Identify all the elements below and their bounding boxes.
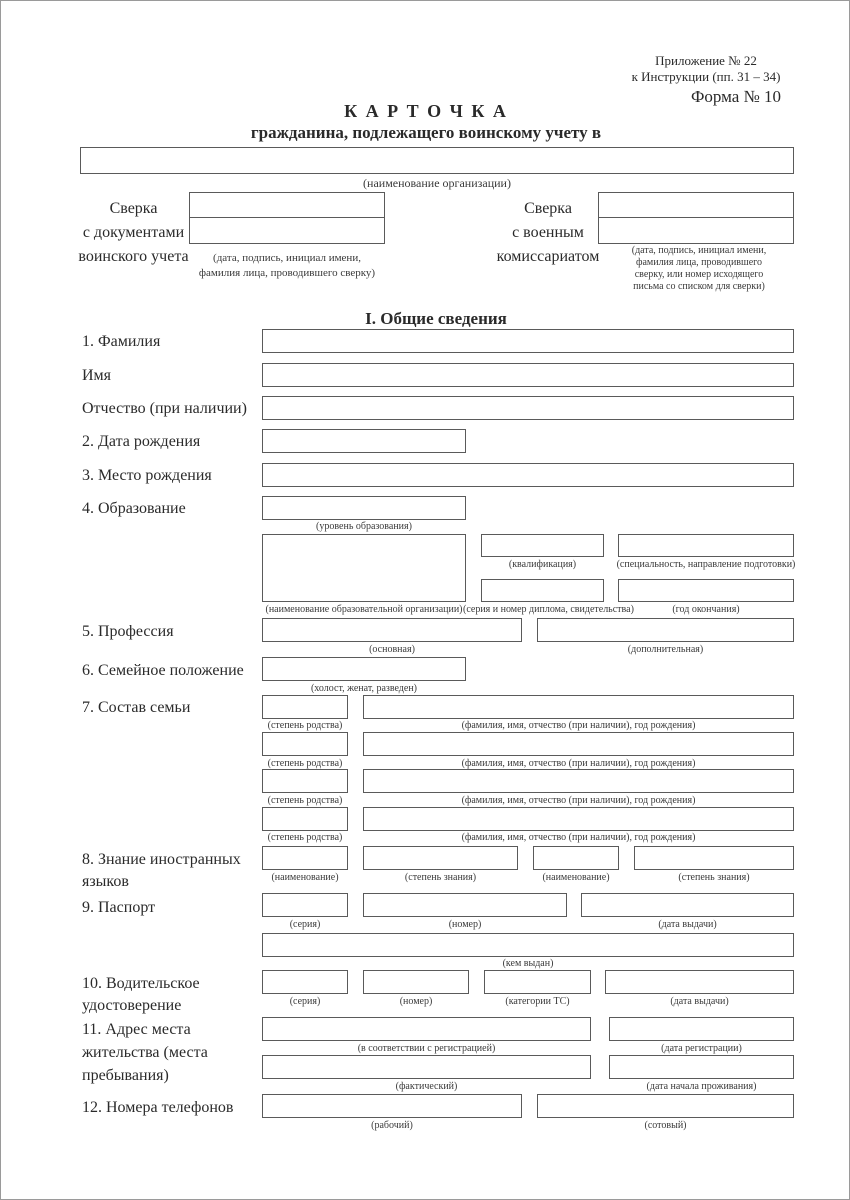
diploma-caption: (серия и номер диплома, свидетельства) [463,604,634,615]
specialty-field[interactable] [618,534,794,557]
marital-status-label: 6. Семейное положение [82,662,244,679]
family-relation-caption: (степень родства) [267,758,343,769]
language-name-caption: (наименование) [542,872,610,883]
marital-status-caption: (холост, женат, разведен) [310,683,418,694]
label-line: комиссариатом [496,248,600,265]
language-name-caption: (наименование) [271,872,339,883]
license-label-line2: удостоверение [82,997,182,1014]
license-series-caption: (серия) [289,996,321,1007]
license-number-field[interactable] [363,970,469,994]
family-relation-field-2[interactable] [262,732,348,756]
marital-status-field[interactable] [262,657,466,681]
patronymic-field[interactable] [262,396,794,420]
caption-line: (дата, подпись, инициал имени, [213,252,361,264]
specialty-caption: (специальность, направление подготовки) [616,559,796,570]
languages-label-line1: 8. Знание иностранных [82,851,241,868]
birth-place-field[interactable] [262,463,794,487]
passport-issued-by-caption: (кем выдан) [502,958,554,969]
caption-line: (дата, подпись, инициал имени, [631,245,767,256]
profession-main-caption: (основная) [369,644,415,655]
passport-label: 9. Паспорт [82,899,156,916]
qualification-caption: (квалификация) [508,559,577,570]
surname-label: 1. Фамилия [82,333,161,350]
education-label: 4. Образование [82,500,186,517]
reconciliation-commissariat-label [489,197,607,269]
reconciliation-docs-label [76,197,191,269]
family-person-field-1[interactable] [363,695,794,719]
card-title: К А Р Т О Ч К А [344,101,508,121]
mobile-phone-caption: (сотовый) [644,1120,687,1131]
language-level-field-1[interactable] [363,846,518,870]
profession-main-field[interactable] [262,618,522,642]
appendix-label: Приложение № 22 [655,53,757,68]
address-actual-field[interactable] [262,1055,591,1079]
reconciliation-docs-caption [189,251,385,281]
passport-number-caption: (номер) [448,919,482,930]
address-registered-caption: (в соответствии с регистрацией) [357,1043,496,1054]
profession-label: 5. Профессия [82,623,174,640]
family-relation-field-3[interactable] [262,769,348,793]
language-level-caption: (степень знания) [404,872,477,883]
passport-issue-date-field[interactable] [581,893,794,917]
work-phone-caption: (рабочий) [371,1120,413,1131]
language-level-field-2[interactable] [634,846,794,870]
family-relation-field-4[interactable] [262,807,348,831]
license-categories-field[interactable] [484,970,591,994]
profession-additional-field[interactable] [537,618,794,642]
work-phone-field[interactable] [262,1094,522,1118]
instruction-label: к Инструкции (пп. 31 – 34) [631,69,781,84]
education-level-field[interactable] [262,496,466,520]
address-label-line2: жительства (места [82,1044,208,1061]
education-level-caption: (уровень образования) [316,521,412,532]
qualification-field[interactable] [481,534,604,557]
address-label-line1: 11. Адрес места [82,1021,191,1038]
label-line: с документами [82,224,185,241]
birth-date-field[interactable] [262,429,466,453]
family-relation-caption: (степень родства) [267,795,343,806]
birth-date-label: 2. Дата рождения [82,433,201,450]
graduation-year-field[interactable] [618,579,794,602]
family-person-caption: (фамилия, имя, отчество (при наличии), год рождения) [461,832,696,843]
form-number: Форма № 10 [690,87,782,106]
label-line: Сверка [109,200,158,217]
passport-number-field[interactable] [363,893,567,917]
family-person-field-4[interactable] [363,807,794,831]
address-label-line3: пребывания) [82,1067,169,1084]
language-name-field-2[interactable] [533,846,619,870]
patronymic-label: Отчество (при наличии) [82,400,247,417]
surname-field[interactable] [262,329,794,353]
label-line: воинского учета [78,248,189,265]
license-categories-caption: (категории ТС) [505,996,570,1007]
label-line: Сверка [524,200,572,217]
family-relation-caption: (степень родства) [267,720,343,731]
institution-caption: (наименование образовательной организации) [265,604,463,615]
reconciliation-docs-field-2[interactable] [189,217,385,244]
organization-caption: (наименование организации) [363,176,511,190]
passport-issued-by-field[interactable] [262,933,794,957]
address-actual-caption: (фактический) [395,1081,458,1092]
registration-date-caption: (дата регистрации) [661,1043,742,1054]
mobile-phone-field[interactable] [537,1094,794,1118]
residence-start-date-caption: (дата начала проживания) [646,1081,757,1092]
license-series-field[interactable] [262,970,348,994]
license-number-caption: (номер) [399,996,433,1007]
graduation-year-caption: (год окончания) [672,604,740,615]
section-general-title: I. Общие сведения [365,309,507,328]
card-subtitle: гражданина, подлежащего воинскому учету в [250,123,602,142]
caption-line: фамилия лица, проводившего сверку) [198,267,376,279]
license-label-line1: 10. Водительское [82,975,200,992]
diploma-field[interactable] [481,579,604,602]
name-field[interactable] [262,363,794,387]
passport-series-field[interactable] [262,893,348,917]
caption-line: письма со списком для сверки) [633,281,765,292]
registration-date-field[interactable] [609,1017,794,1041]
license-issue-date-field[interactable] [605,970,794,994]
reconciliation-docs-field-1[interactable] [189,192,385,219]
languages-label-line2: языков [82,873,129,890]
caption-line: фамилия лица, проводившего [635,257,763,268]
family-person-field-2[interactable] [363,732,794,756]
language-level-caption: (степень знания) [678,872,750,883]
name-label: Имя [82,367,112,384]
birth-place-label: 3. Место рождения [82,467,212,484]
family-label: 7. Состав семьи [82,699,191,716]
profession-additional-caption: (дополнительная) [627,644,704,655]
organization-name-field[interactable] [80,147,794,174]
license-issue-date-caption: (дата выдачи) [670,996,729,1007]
address-registered-field[interactable] [262,1017,591,1041]
family-person-field-3[interactable] [363,769,794,793]
phones-label: 12. Номера телефонов [82,1099,234,1116]
residence-start-date-field[interactable] [609,1055,794,1079]
label-line: с военным [512,224,584,241]
passport-series-caption: (серия) [289,919,321,930]
family-person-caption: (фамилия, имя, отчество (при наличии), год рождения) [461,758,696,769]
language-name-field-1[interactable] [262,846,348,870]
reconciliation-commissariat-field-1[interactable] [598,192,794,219]
family-relation-caption: (степень родства) [267,832,343,843]
family-person-caption: (фамилия, имя, отчество (при наличии), год рождения) [461,720,696,731]
family-person-caption: (фамилия, имя, отчество (при наличии), год рождения) [461,795,696,806]
institution-field[interactable] [262,534,466,602]
passport-issue-date-caption: (дата выдачи) [658,919,717,930]
reconciliation-commissariat-field-2[interactable] [598,217,794,244]
reconciliation-commissariat-caption [601,245,797,293]
family-relation-field-1[interactable] [262,695,348,719]
caption-line: сверку, или номер исходящего [634,269,764,280]
